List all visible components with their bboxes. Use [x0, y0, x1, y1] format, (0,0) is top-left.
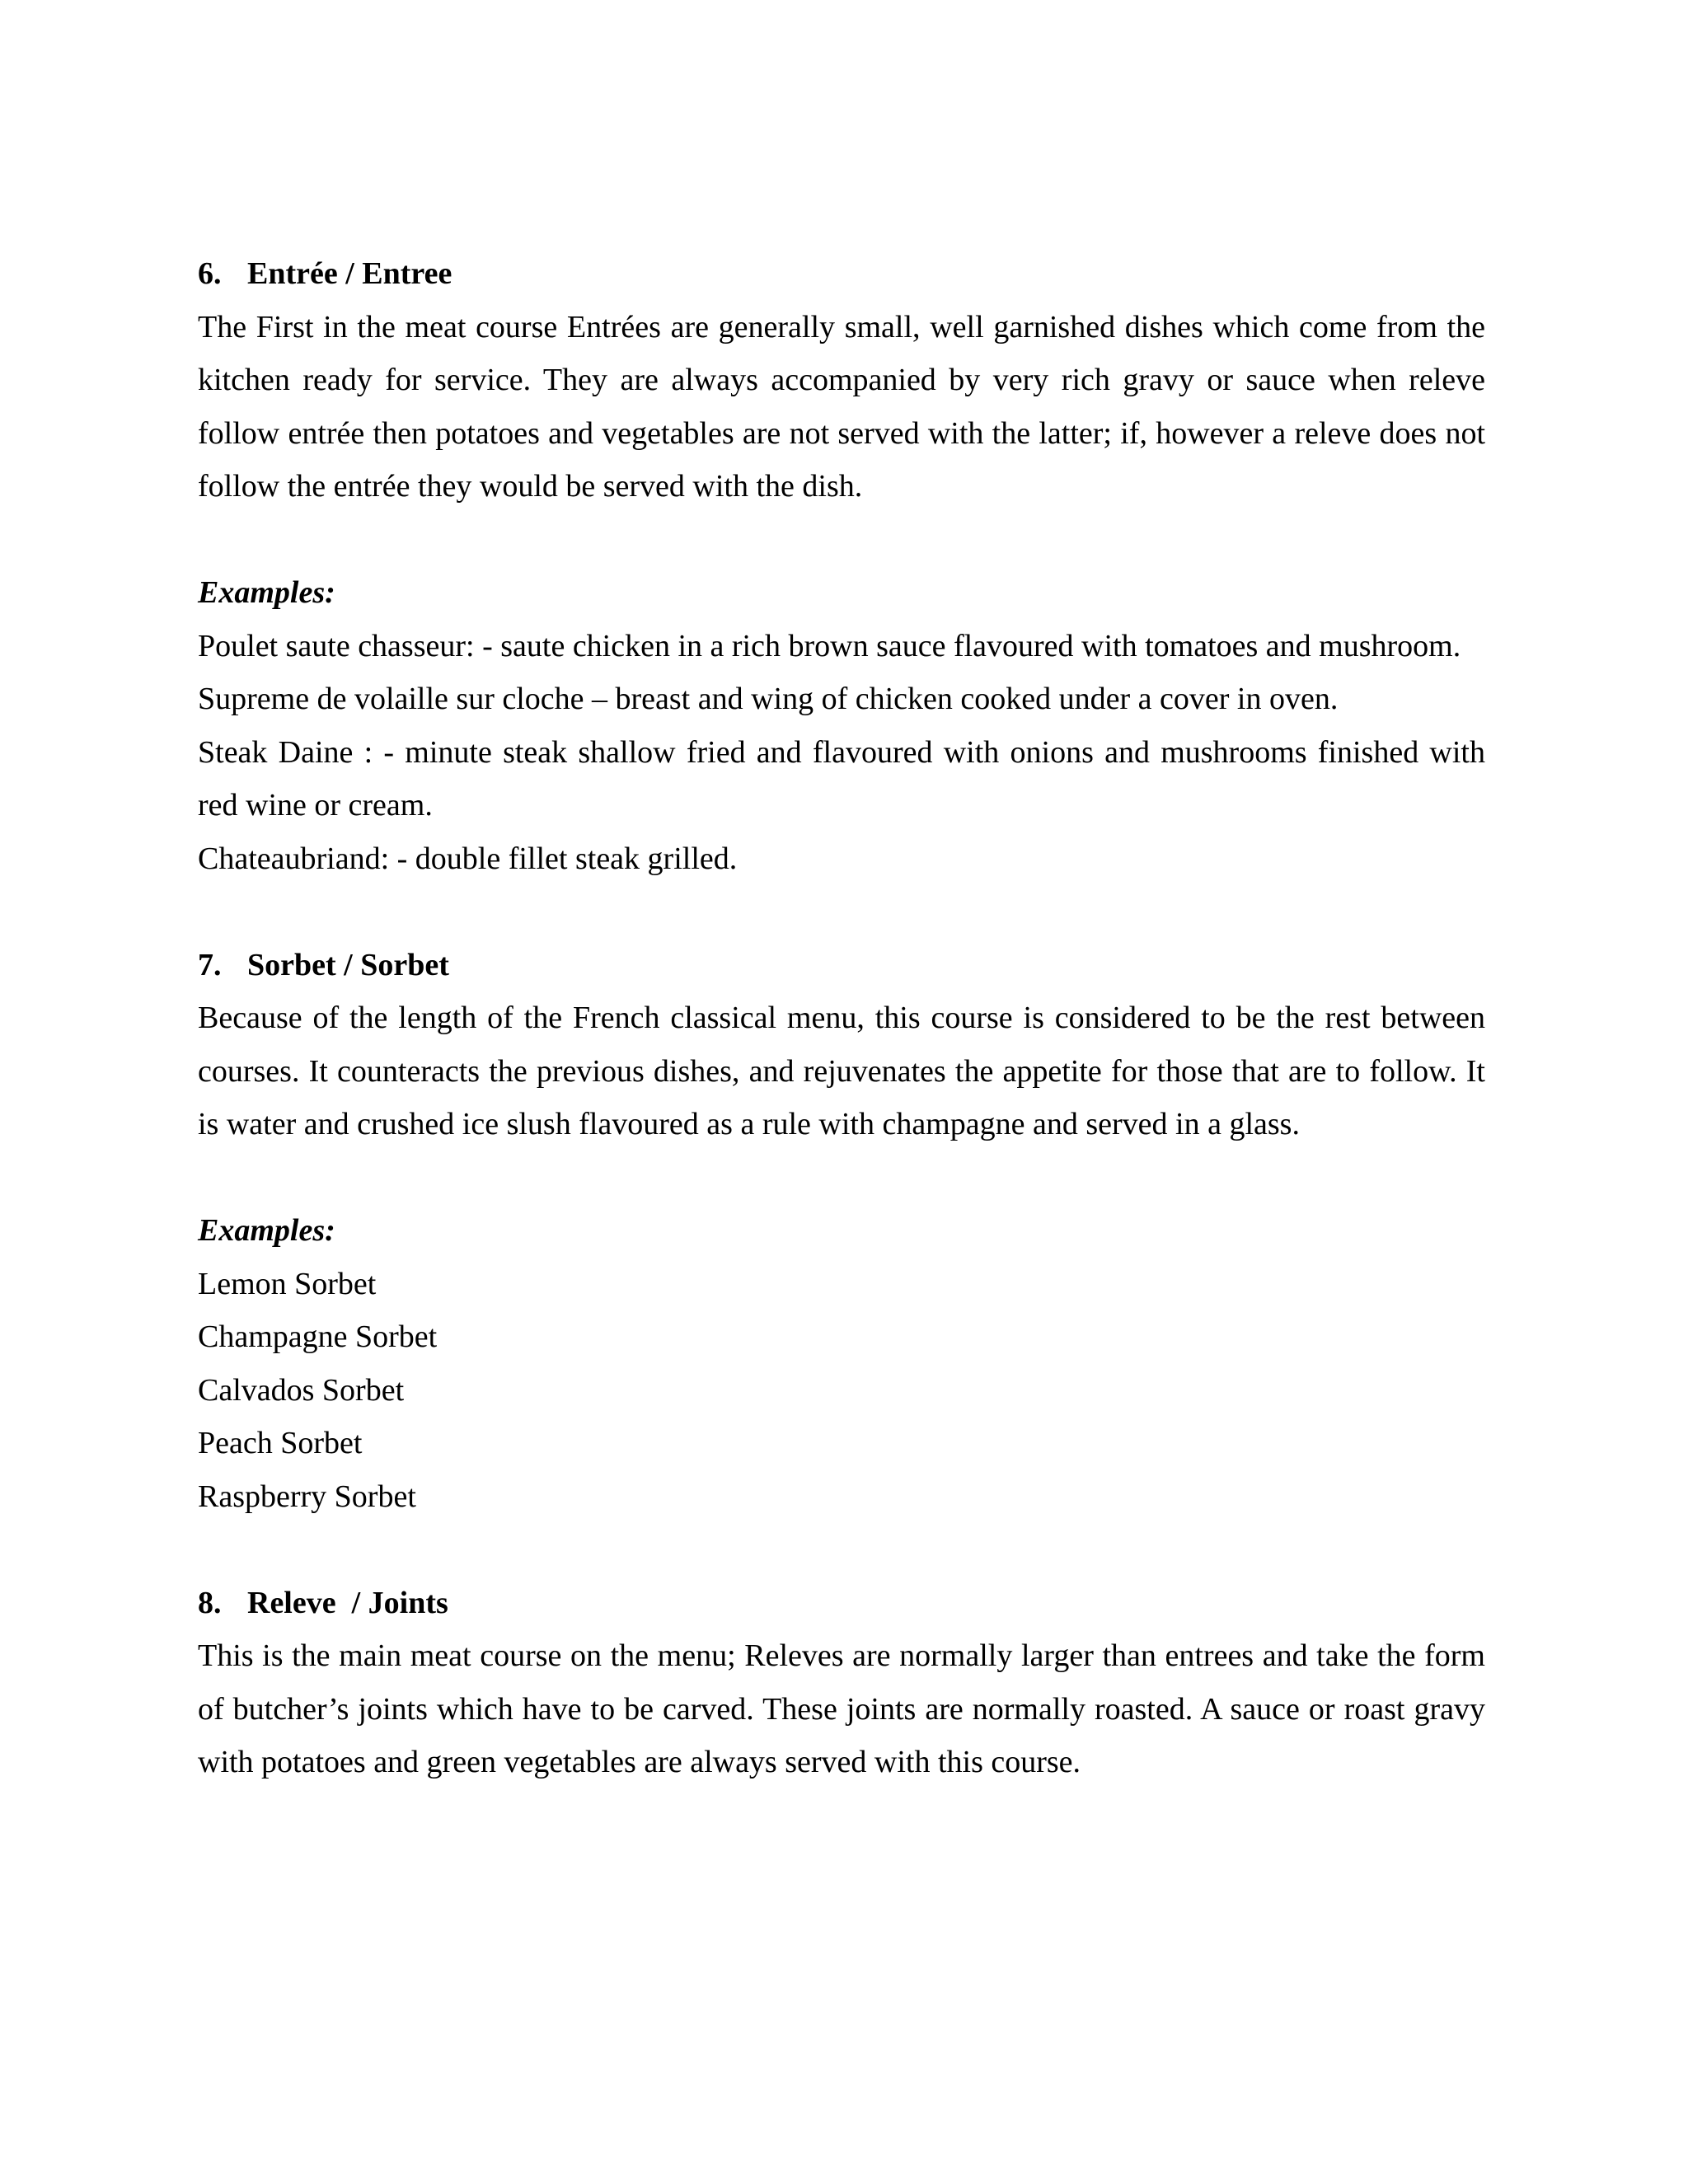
example-item: Lemon Sorbet	[198, 1266, 377, 1301]
example-item: Peach Sorbet	[198, 1426, 363, 1460]
example-item: Chateaubriand: - double fillet steak grilled.	[198, 841, 738, 876]
example-item: Steak Daine : - minute steak shallow fried and flavoured with onions and mushrooms finished with red wine or cream.	[198, 734, 1485, 823]
example-item: Raspberry Sorbet	[198, 1479, 416, 1514]
example-item: Calvados Sorbet	[198, 1372, 405, 1408]
section-entree	[198, 247, 1485, 885]
section-paragraph: This is the main meat course on the menu; Releves are normally larger than entrees and take the form of butcher’s joints which have to be carved. These joints are normally roasted. A sauce or roast gravy with potatoes and green vegetables are always served with this course.	[198, 1638, 1485, 1779]
section-title: Sorbet / Sorbet	[247, 947, 449, 982]
examples-label: Examples:	[198, 1213, 335, 1248]
example-item: Poulet saute chasseur: - saute chicken in a rich brown sauce flavoured with tomatoes and mushroom.	[198, 628, 1461, 663]
section-paragraph: Because of the length of the French classical menu, this course is considered to be the rest between courses. It counteracts the previous dishes, and rejuvenates the appetite for those that are to follow. It is water and crushed ice slush flavoured as a rule with champagne and served in a glass.	[198, 1001, 1485, 1141]
section-number: 7.	[198, 947, 222, 982]
section-title: Entrée / Entree	[247, 256, 452, 291]
section-title: Releve / Joints	[247, 1585, 448, 1620]
section-heading	[198, 939, 1485, 992]
section-sorbet	[198, 939, 1485, 1524]
example-item: Champagne Sorbet	[198, 1319, 438, 1354]
section-releve	[198, 1577, 1485, 1789]
section-heading	[198, 1577, 1485, 1630]
section-heading	[198, 247, 1485, 301]
document-page	[198, 247, 1485, 1789]
section-paragraph: The First in the meat course Entrées are generally small, well garnished dishes which come from the kitchen ready for service. They are always accompanied by very rich gravy or sauce when releve follow entrée then potatoes and vegetables are not served with the latter; if, however a releve does not follow the entrée they would be served with the dish.	[198, 309, 1485, 504]
example-item: Supreme de volaille sur cloche – breast and wing of chicken cooked under a cover in oven.	[198, 682, 1339, 716]
section-spacer	[198, 885, 1485, 939]
section-number: 8.	[198, 1585, 222, 1620]
section-number: 6.	[198, 256, 222, 291]
examples-label: Examples:	[198, 575, 335, 610]
section-spacer	[198, 1523, 1485, 1577]
